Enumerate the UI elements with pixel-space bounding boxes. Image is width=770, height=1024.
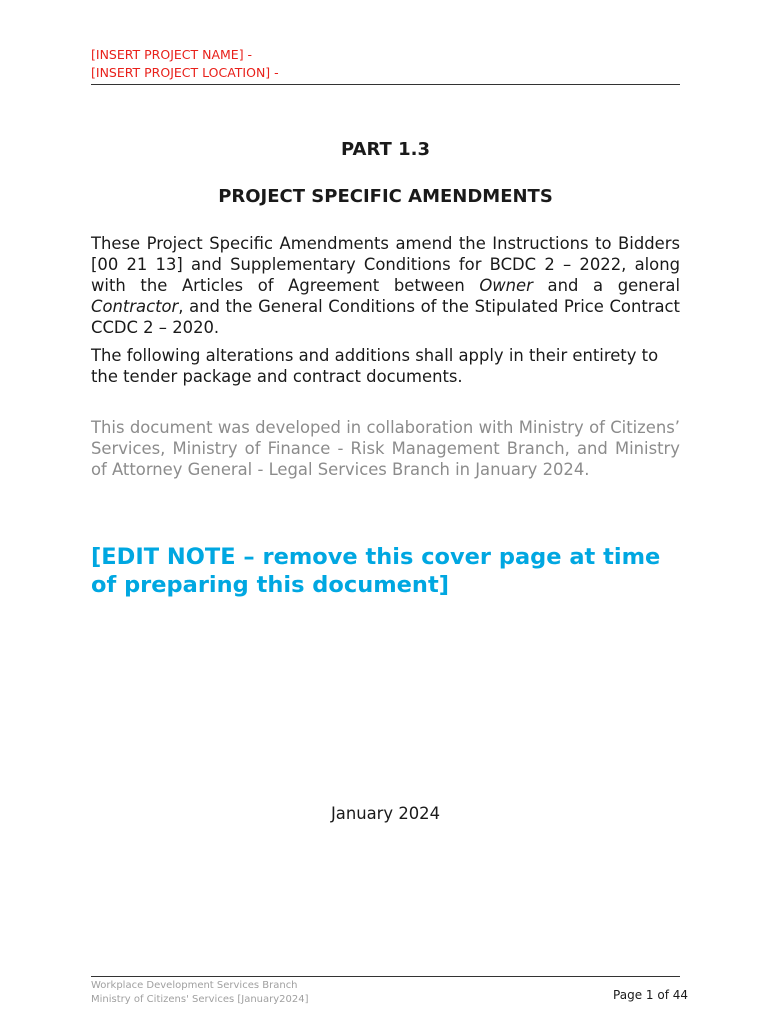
footer-ministry: Ministry of Citizens' Services [January2024] [91, 994, 309, 1005]
edit-note: [EDIT NOTE – remove this cover page at time of preparing this document] [91, 544, 661, 598]
footer-branch: Workplace Development Services Branch [91, 980, 298, 991]
intro-text-end: , and the General Conditions of the Stipulated Price Contract CCDC 2 – 2020. [91, 297, 680, 337]
footer-left [91, 979, 680, 1007]
document-title: PROJECT SPECIFIC AMENDMENTS [218, 186, 553, 207]
document-date: January 2024 [330, 804, 441, 823]
part-title: PART 1.3 [341, 139, 430, 160]
alterations-paragraph: The following alterations and additions shall apply in their entirety to the tender package and contract documents. [91, 346, 659, 386]
collaboration-note: This document was developed in collaboration with Ministry of Citizens’ Services, Ministry of Finance - Risk Management Branch, and Ministry of Attorney General - Legal Services Branch in January 2024. [91, 418, 680, 479]
page-footer [91, 976, 688, 1007]
owner-term: Owner [479, 276, 533, 295]
header-project-name: [INSERT PROJECT NAME] - [91, 47, 253, 62]
contractor-term: Contractor [91, 297, 179, 316]
intro-text-start: These Project Specific Amendments amend the Instructions to Bidders [00 21 13] and Supplementary Conditions for BCDC 2 – 2022, along with the Articles of Agreement between [91, 234, 680, 295]
intro-text-middle: and a general [532, 276, 680, 295]
header-project-location: [INSERT PROJECT LOCATION] - [91, 65, 279, 80]
intro-paragraph [91, 233, 680, 338]
page-header [91, 46, 680, 85]
page-number: Page 1 of 44 [613, 988, 688, 1002]
